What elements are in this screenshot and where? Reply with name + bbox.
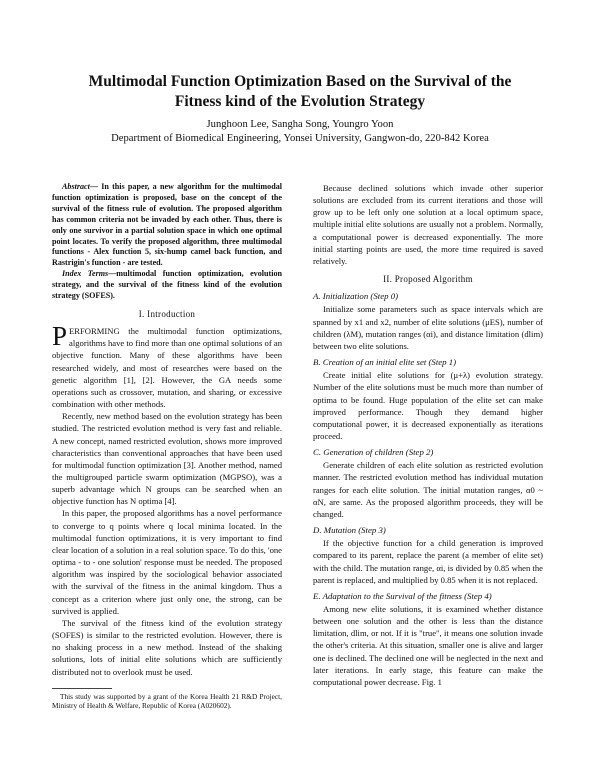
funding-footnote: This study was supported by a grant of the Korea Health 21 R&D Project, Ministry of Health & Welfare, Republic of Korea (A020602). [52, 691, 282, 711]
title-line-2: Fitness kind of the Evolution Strategy [174, 93, 426, 110]
step-1-heading: B. Creation of an initial elite set (Step 1) [313, 357, 457, 368]
step-1-text: Create initial elite solutions for (μ+λ) evolution strategy. Number of the elite solutions must be much more than number of optima to be found. Huge population of the elite set can make improved performance. Though they demand higher computational power, it is decreased exponentially as iterations proceed. [313, 370, 543, 441]
footnote-rule [52, 688, 112, 689]
abstract-text: — In this paper, a new algorithm for the multimodal function optimization is proposed, base on the concept of the survival of the fitness rule of evolution. The proposed algorithm has common criteria not be invaded by each other. Thus, there is only one survivor in a partial solution space in which one optimal point locates. To verify the proposed algorithm, three multimodal functions - Alex function 5, six-hump camel back function, and Rastrigin's function - are tested. [52, 182, 282, 268]
right-paragraph-0: Because declined solutions which invade other superior solutions are excluded from its current iterations and those will grow up to be left only one solution at a local optimum space, multiple initial elite solutions are usually not a problem. Normally, a computational power is decreased exponentially. The more initial starting points are used, the more time required is saved relatively. [313, 183, 543, 266]
index-terms [52, 269, 282, 302]
step-0-heading: A. Initialization (Step 0) [313, 291, 399, 302]
author-block [60, 118, 540, 146]
right-column [313, 182, 543, 688]
index-terms-label: Index Terms [62, 269, 109, 279]
affiliation: Department of Biomedical Engineering, Yonsei University, Gangwon-do, 220-842 Korea [111, 133, 489, 144]
step-2-text: Generate children of each elite solution as restricted evolution manner. The restricted evolution method has individual mutation ranges for each elite solution. The initial mutation ranges, α0 ~ αN, are same. As the proposed algorithm proceeds, they will be changed. [313, 460, 543, 519]
intro-paragraph-1 [52, 321, 282, 410]
abstract-paragraph [52, 182, 282, 269]
step-0-text: Initialize some parameters such as space intervals which are spanned by x1 and x2, number of elite solutions (μES), number of children (λM), mutation ranges (αi), and distance limitation (dlim) between two elite solutions. [313, 304, 543, 351]
step-4-text: Among new elite solutions, it is examined whether distance between one solution and the other is less than the distance limitation, dlim, or not. If it is "true", it means one solution invade the other's criteria. At this situation, smaller one is alive and larger one is declined. The declined one will be neglected in the next and later iterations. In early stage, this feature can make the computational power decrease. Fig. 1 [313, 604, 543, 687]
authors: Junghoon Lee, Sangha Song, Youngro Yoon [206, 119, 394, 130]
index-terms-text: —multimodal function optimization, evolution strategy, and the survival of the fitness kind of the evolution strategy (SOFES). [52, 269, 283, 301]
intro-paragraph-3: In this paper, the proposed algorithms has a novel performance to converge to q points where q local minima located. In the multimodal function optimizations, it is very important to find clear location of a solution in a real solution space. To do this, 'one optima - to - one solution' response must be needed. The proposed algorithm was inspired by the sociological behavior associated with the survival of the fitness in the animal kingdom. Thus a concept as a criterion where just only one, the strong, can be survived is applied. [52, 508, 282, 616]
intro-body [52, 321, 282, 678]
title-line-1: Multimodal Function Optimization Based on the Survival of the [88, 73, 512, 90]
step-3-heading: D. Mutation (Step 3) [313, 525, 386, 536]
intro-paragraph-4: The survival of the fitness kind of the evolution strategy (SOFES) is similar to the restricted evolution. However, there is no shaking process in a new method. Instead of the shaking solutions, lots of initial elite solutions which are sufficiently distributed not to overlook must be used. [52, 617, 282, 677]
algorithm-heading: II. Proposed Algorithm [383, 274, 473, 285]
step-3-text: If the objective function for a child generation is improved compared to its parent, replace the parent (a member of elite set) with the child. The mutation range, αi, is divided by 0.85 when the parent is replaced, and multiplied by 0.85 when it is not replaced. [313, 538, 543, 585]
intro-heading: I. Introduction [138, 308, 196, 319]
abstract-label: Abstract [62, 182, 90, 191]
intro-p1-text: ERFORMING the multimodal function optimizations, algorithms have to find more than one optimal solutions of an objective function. Many of these algorithms have been researched widely, and most of researches were based on the genetic algorithm [1], [2]. However, the GA needs some operations such as crossover, mutation, and sharing, or excessive combination with other methods. [52, 326, 282, 410]
drop-cap: P [52, 321, 68, 352]
abstract [52, 182, 282, 302]
left-column [52, 182, 282, 711]
paper-title [60, 72, 540, 112]
step-2-heading: C. Generation of children (Step 2) [313, 447, 434, 458]
step-4-heading: E. Adaptation to the Survival of the fitness (Step 4) [313, 590, 492, 601]
intro-paragraph-2: Recently, new method based on the evolution strategy has been studied. The restricted evolution method is very fast and reliable. A new concept, named restricted evolution, shows more improved characteristics than conventional approaches that have been used for multimodal function optimization [3]. Another method, named the multigrouped particle swarm optimization (MGPSO), was a superb advantage which N groups can be searched when an objective function has N optima [4]. [52, 411, 282, 507]
